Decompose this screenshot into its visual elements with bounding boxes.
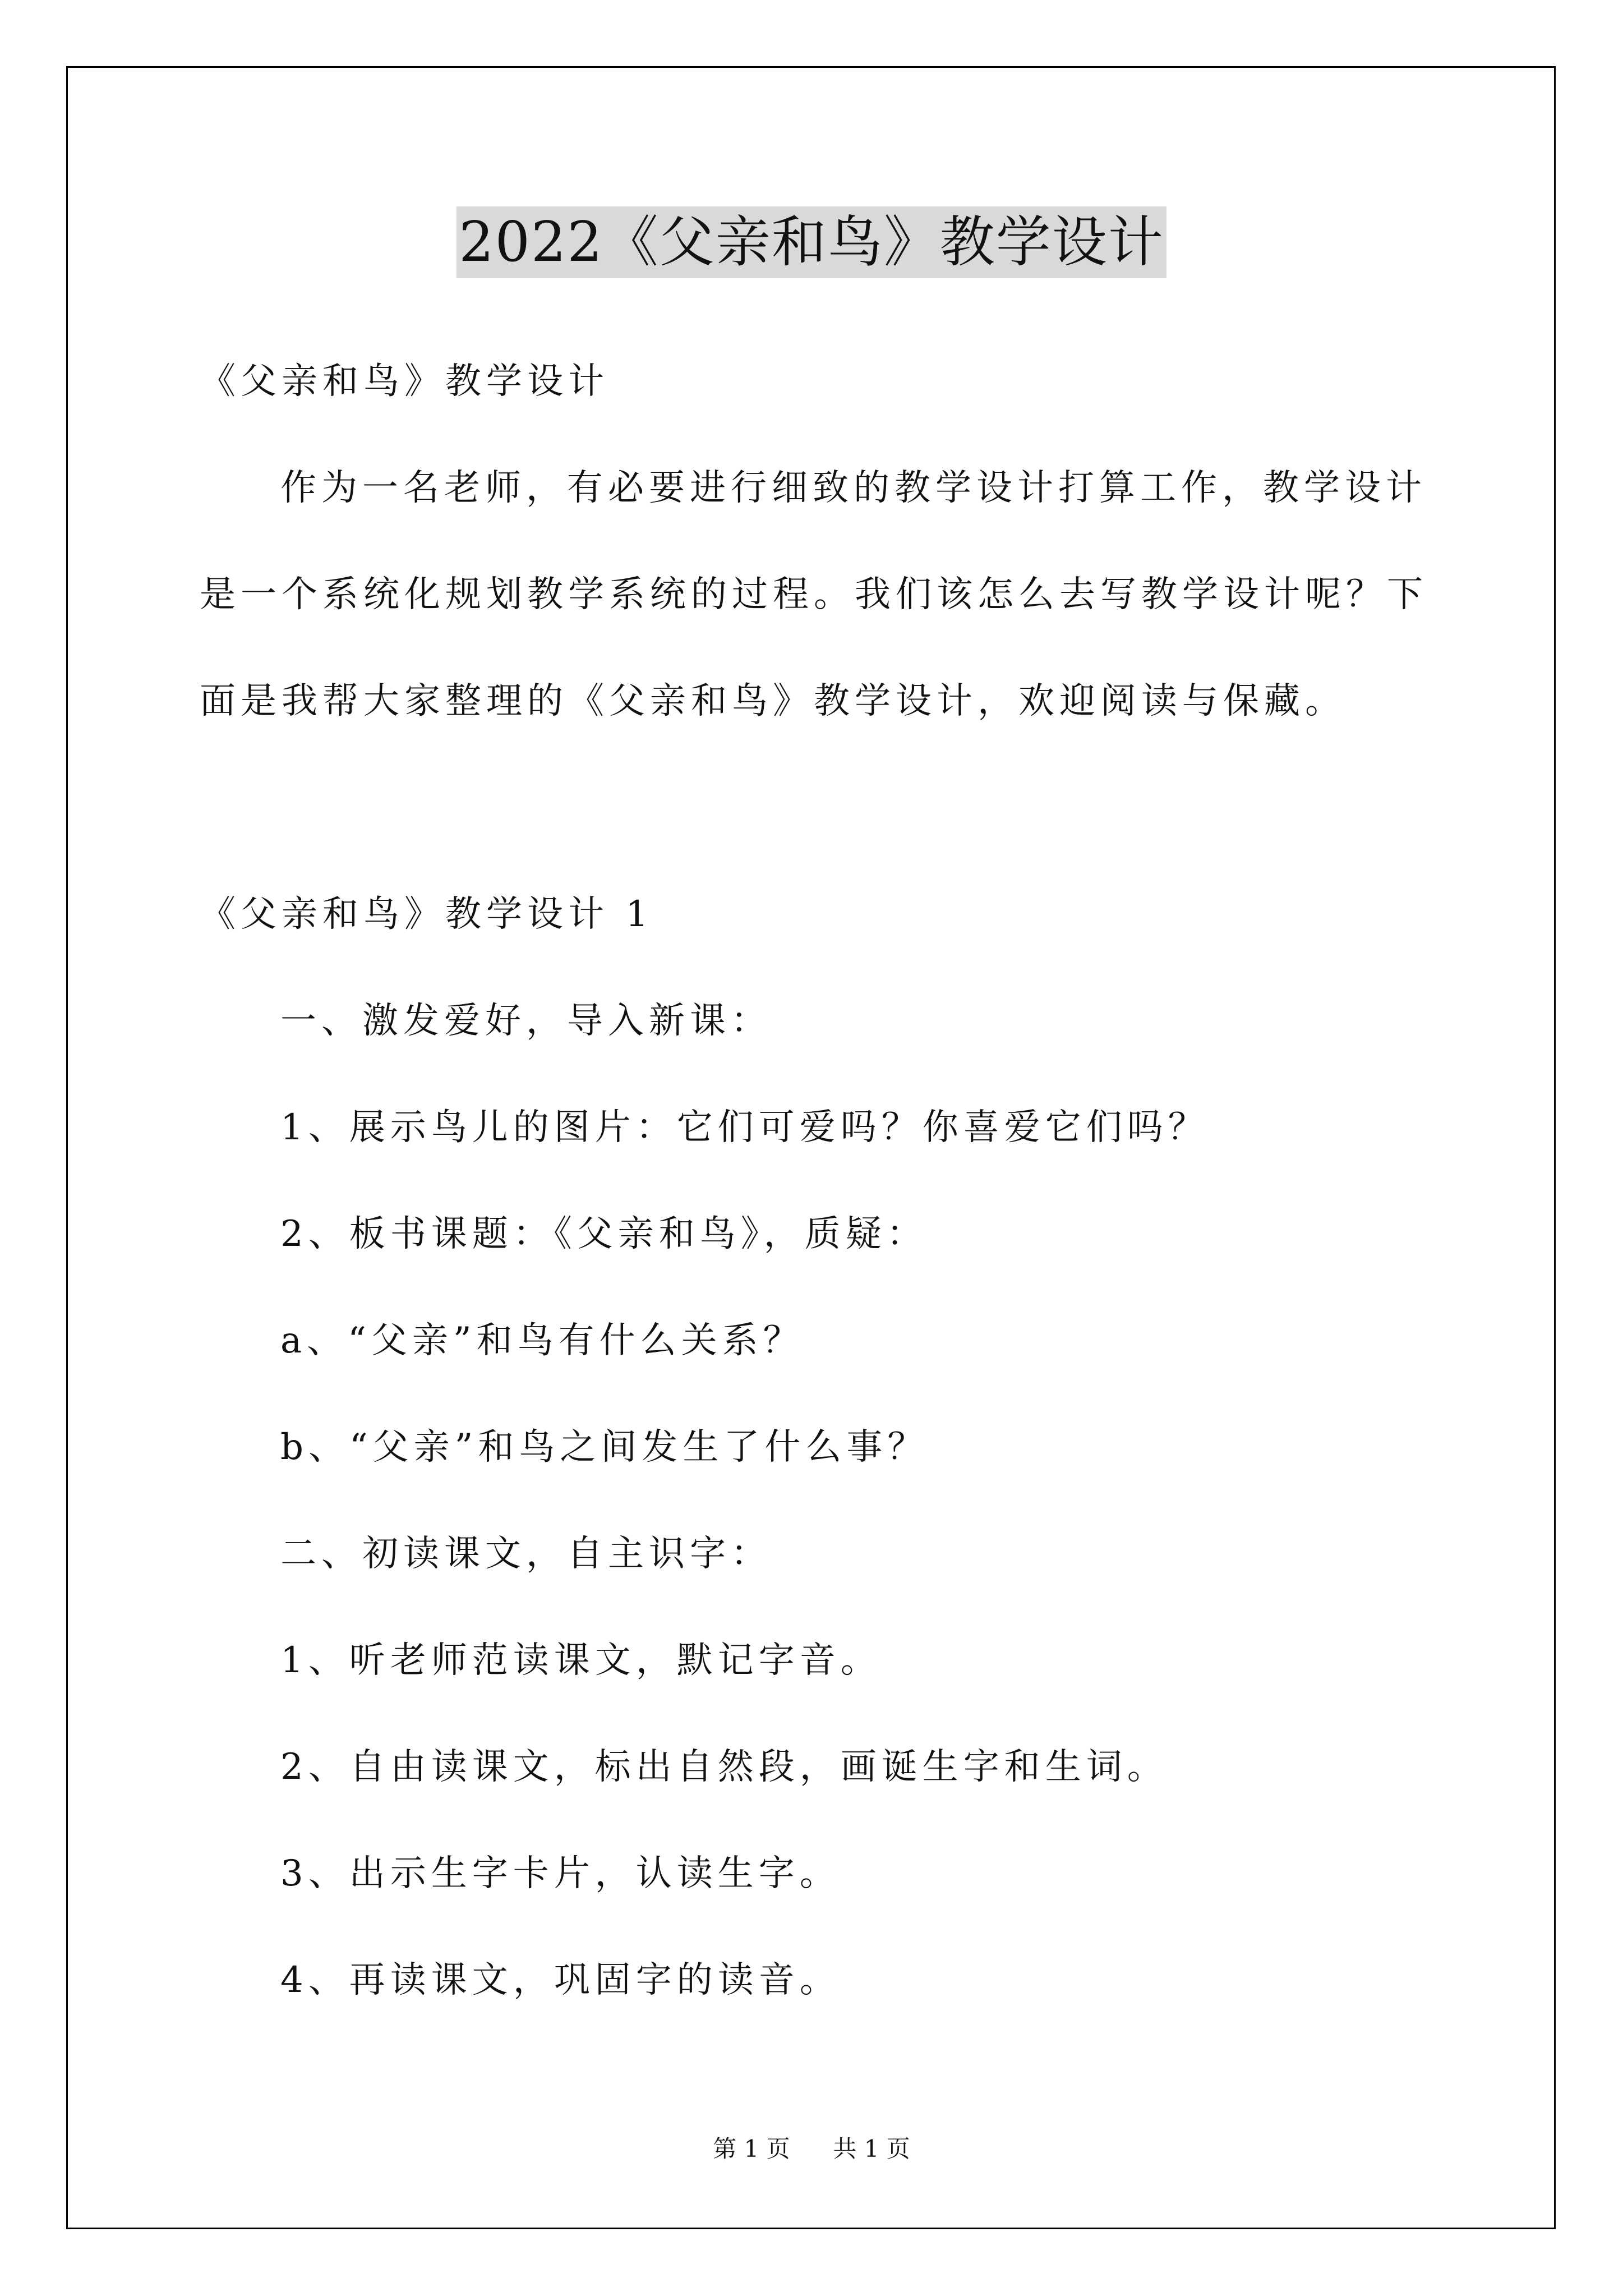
list-item: 3、出示生字卡片，认读生字。 (280, 1853, 841, 1894)
list-item: a、“父亲”和鸟有什么关系？ (280, 1320, 804, 1361)
intro-line-3: 面是我帮大家整理的《父亲和鸟》教学设计，欢迎阅读与保藏。 (200, 680, 1346, 722)
list-item: 1、听老师范读课文，默记字音。 (280, 1640, 882, 1681)
intro-line-2: 是一个系统化规划教学系统的过程。我们该怎么去写教学设计呢？下 (200, 574, 1428, 615)
list-item: 4、再读课文，巩固字的读音。 (280, 1959, 841, 2001)
step-heading-1: 一、激发爱好，导入新课： (280, 1000, 772, 1042)
intro-line-1: 作为一名老师，有必要进行细致的教学设计打算工作，教学设计 (280, 467, 1427, 509)
list-item: 1、展示鸟儿的图片：它们可爱吗？你喜爱它们吗？ (280, 1107, 1209, 1148)
document-title: 2022《父亲和鸟》教学设计 (457, 206, 1166, 278)
section-heading: 《父亲和鸟》教学设计 1 (200, 894, 654, 935)
page-total: 共 1 页 (833, 2135, 910, 2162)
step-heading-2: 二、初读课文，自主识字： (280, 1533, 772, 1575)
list-item: 2、自由读课文，标出自然段，画诞生字和生词。 (280, 1746, 1168, 1788)
page-number: 第 1 页 (713, 2135, 790, 2162)
page-footer (0, 2134, 1623, 2164)
list-item: b、“父亲”和鸟之间发生了什么事？ (280, 1427, 929, 1468)
title-container (0, 206, 1623, 278)
subtitle-line: 《父亲和鸟》教学设计 (200, 361, 609, 402)
list-item: 2、板书课题：《父亲和鸟》，质疑： (280, 1213, 928, 1255)
